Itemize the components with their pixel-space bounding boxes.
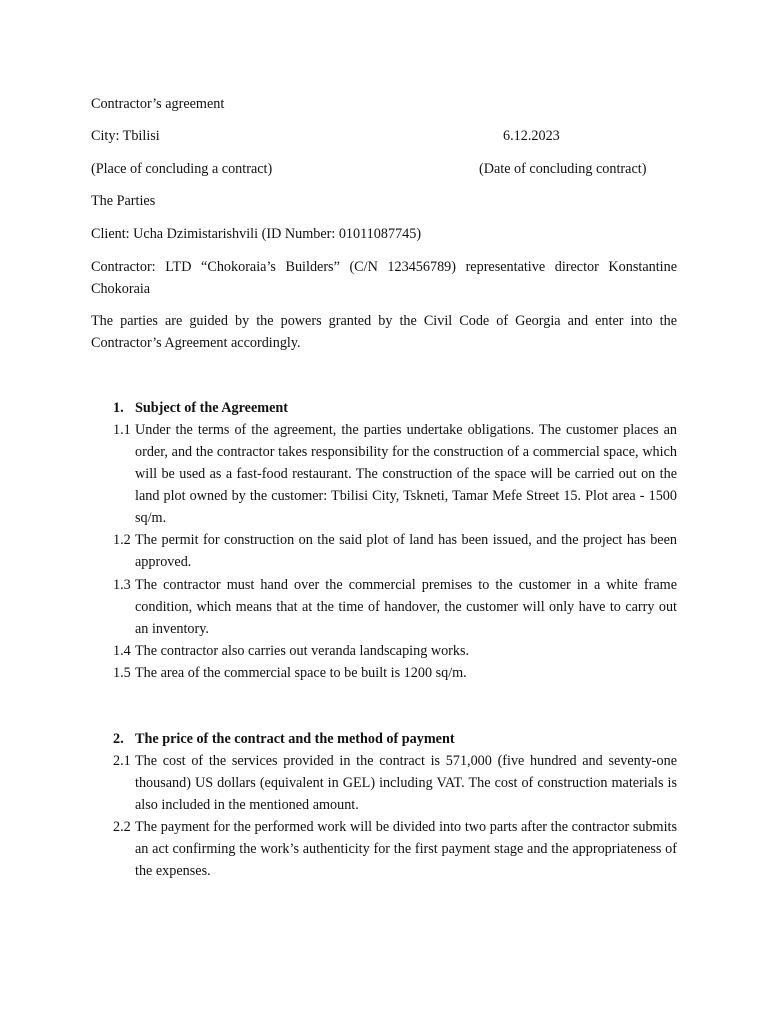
clause-number: 1.3 xyxy=(113,577,131,593)
clause-text: Under the terms of the agreement, the parties undertake obligations. The customer places an order, and the contractor takes responsibility for the construction of a commercial space, which will be used as a fast-food restaurant. The construction of the space will be carried out on the land plot owned by the customer: Tbilisi City, Tskneti, Tamar Mefe Street 15. Plot area - 1500 sq/m. xyxy=(135,422,677,526)
clause-item xyxy=(113,750,677,816)
clause-text: The contractor also carries out veranda landscaping works. xyxy=(135,643,470,659)
clause-item xyxy=(113,662,677,684)
client-line: Client: Ucha Dzimistarishvili (ID Number: 01011087745) xyxy=(91,226,422,242)
clause-text: The permit for construction on the said plot of land has been issued, and the project has been approved. xyxy=(135,532,677,570)
clause-text: The cost of the services provided in the contract is 571,000 (five hundred and seventy-one thousand) US dollars (equivalent in GEL) including VAT. The cost of construction materials is also included in the mentioned amount. xyxy=(135,753,677,813)
clause-number: 1.2 xyxy=(113,532,131,548)
clause-text: The area of the commercial space to be built is 1200 sq/m. xyxy=(135,665,467,681)
clause-item xyxy=(113,640,677,662)
contractor-line: Contractor: LTD “Chokoraia’s Builders” (C/N 123456789) representative director Konstantine Chokoraia xyxy=(91,259,677,297)
clause-number: 2.2 xyxy=(113,819,131,835)
clause-item xyxy=(113,574,677,640)
section-heading xyxy=(113,728,455,750)
clause-item xyxy=(113,816,677,882)
section-number: 2. xyxy=(113,731,124,747)
clause-item xyxy=(113,529,677,573)
date-note: (Date of concluding contract) xyxy=(479,161,647,177)
clause-number: 2.1 xyxy=(113,753,131,769)
clause-item xyxy=(113,419,677,529)
section-title: Subject of the Agreement xyxy=(135,400,289,416)
preamble-paragraph: The parties are guided by the powers granted by the Civil Code of Georgia and enter into the Contractor’s Agreement accordingly. xyxy=(91,313,677,351)
section-heading xyxy=(113,397,288,419)
city-line: City: Tbilisi xyxy=(91,128,160,144)
clause-number: 1.5 xyxy=(113,665,131,681)
parties-heading: The Parties xyxy=(91,193,156,209)
clause-text: The payment for the performed work will be divided into two parts after the contractor submits an act confirming the work’s authenticity for the first payment stage and the appropriateness of the expenses. xyxy=(135,819,677,879)
contract-date: 6.12.2023 xyxy=(503,128,560,144)
clause-number: 1.1 xyxy=(113,422,131,438)
place-note: (Place of concluding a contract) xyxy=(91,161,273,177)
clause-number: 1.4 xyxy=(113,643,131,659)
clause-text: The contractor must hand over the commercial premises to the customer in a white frame condition, which means that at the time of handover, the customer will only have to carry out an inventory. xyxy=(135,577,677,637)
document-title: Contractor’s agreement xyxy=(91,96,225,112)
section-number: 1. xyxy=(113,400,124,416)
section-title: The price of the contract and the method of payment xyxy=(135,731,455,747)
